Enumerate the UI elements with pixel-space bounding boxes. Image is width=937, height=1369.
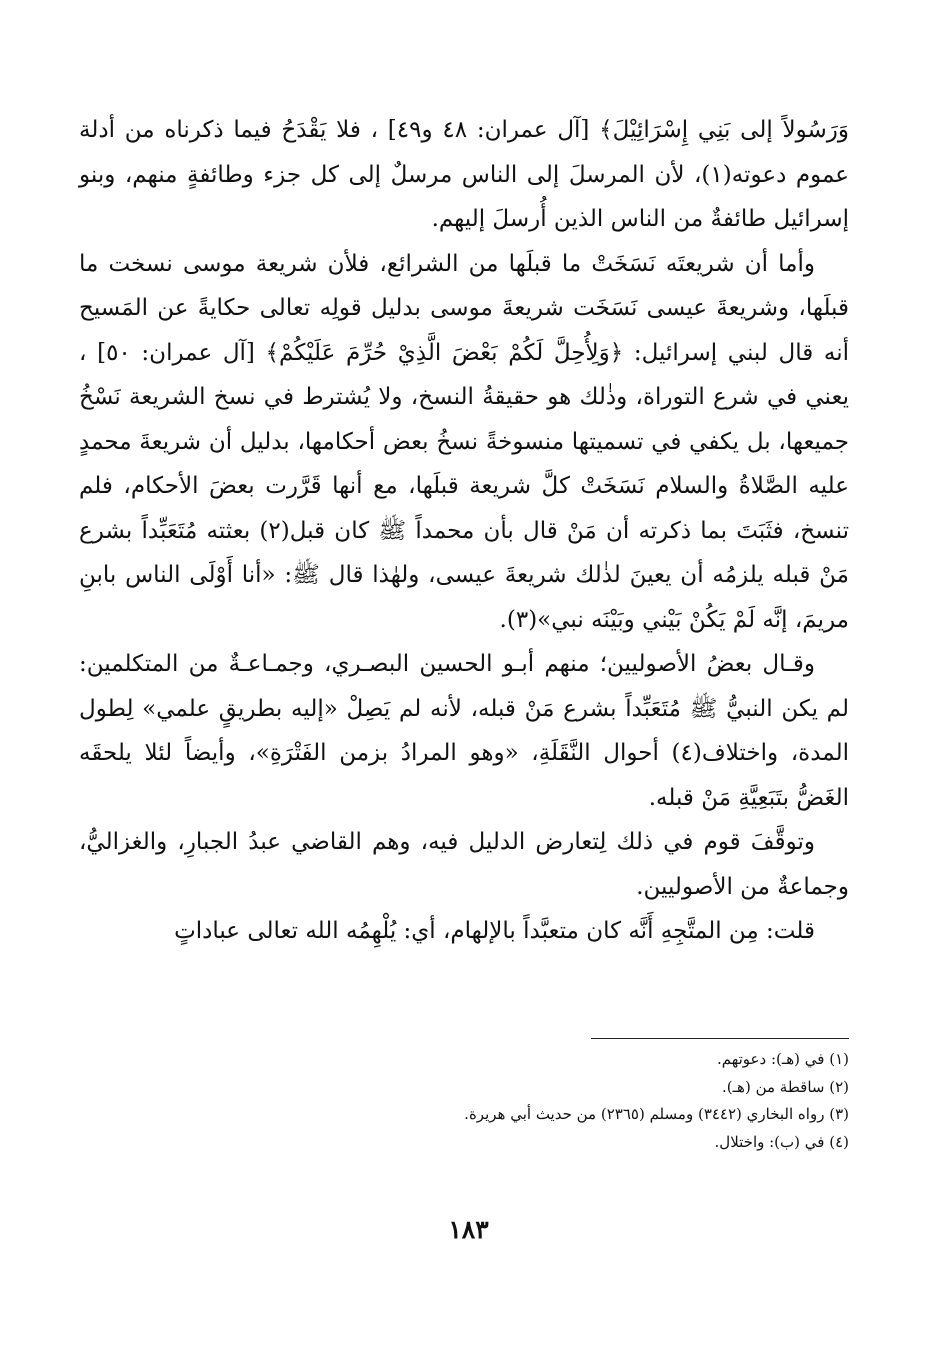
page-number: ١٨٣ bbox=[448, 1215, 489, 1244]
footnote-1: (١) في (هـ): دعوتهم. bbox=[716, 1050, 849, 1068]
footnote-2: (٢) ساقطة من (هـ). bbox=[722, 1077, 849, 1096]
main-text bbox=[79, 108, 849, 954]
paragraph-1: وَرَسُولاً إلى بَنِي إِسْرَائِيْلَ﴾ [آل عمران: ٤٨ و٤٩] ، فلا يَقْدَحُ فيما ذكرناه من أدلة عموم دعوته(١)، لأن المرسلَ إلى الناس مرسلٌ إلى كل جزء وطائفةٍ منهم، وبنو إسرائيل طائفةٌ من الناس الذين أُرسلَ إليهم. bbox=[79, 117, 849, 232]
paragraph-5: قلت: مِن المتَّجِهِ أَنَّه كان متعبَّداً بالإلهام، أي: يُلْهِمُه الله تعالى عباداتٍ bbox=[174, 918, 815, 944]
paragraph-2: وأما أن شريعتَه نَسَخَتْ ما قبلَها من الشرائع، فلأن شريعة موسى نسخت ما قبلَها، وشريعةَ عيسى نَسَخَت شريعةَ موسى بدليل قولِه تعالى حكايةً عن المَسيح أنه قال لبني إسرائيل: ﴿وَلِأُحِلَّ لَكُمْ بَعْضَ الَّذِيْ حُرِّمَ عَلَيْكُمْ﴾ [آل عمران: ٥٠] ، يعني في شرع التوراة، وذٰلك هو حقيقةُ النسخ، ولا يُشترط في نسخ الشريعة نَسْخُ جميعها، بل يكفي في تسميتها منسوخةً نسخُ بعض أحكامها، بدليل أن شريعةَ محمدٍ عليه الصَّلاةُ والسلام نَسَخَتْ كلَّ شريعة قبلَها، مع أنها قَرَّرت بعضَ الأحكام، فلم تنسخ، فثَبَتَ بما ذكرته أن مَنْ قال بأن محمداً ﷺ كان قبل(٢) بعثته مُتَعَبِّداً بشرع مَنْ قبله يلزمُه أن يعينَ لذٰلك شريعةَ عيسى، ولهٰذا قال ﷺ: «أنا أَوْلَى الناس بابنِ مريمَ، إنَّه لَمْ يَكُنْ بَيْني وبَيْنَه نبي»(٣). bbox=[79, 250, 849, 633]
footnote-4: (٤) في (ب): واختلال. bbox=[714, 1132, 849, 1151]
paragraph-4: وتوقَّفَ قوم في ذلك لِتعارض الدليل فيه، وهم القاضي عبدُ الجبارِ، والغزاليُّ، وجماعةٌ من الأصوليين. bbox=[79, 829, 849, 900]
footnote-3: (٣) رواه البخاري (٣٤٤٢) ومسلم (٢٣٦٥) من حديث أبي هريرة. bbox=[464, 1105, 849, 1123]
paragraph-3: وقـال بعضُ الأصوليين؛ منهم أبـو الحسين البصـري، وجمـاعـةٌ من المتكلمين: لم يكن النبيُّ ﷺ مُتَعَبِّداً بشرع مَنْ قبله، لأنه لم يَصِلْ «إليه بطريقٍ علمي» لِطول المدة، واختلاف(٤) أحوال النَّقَلَةِ، «وهو المرادُ بزمن الفَتْرَةِ»، وأيضاً لئلا يلحقَه الغَضُّ بتَبَعِيَّةِ مَنْ قبله. bbox=[79, 651, 849, 811]
footnotes bbox=[79, 1046, 849, 1156]
footnote-separator bbox=[591, 1038, 849, 1039]
